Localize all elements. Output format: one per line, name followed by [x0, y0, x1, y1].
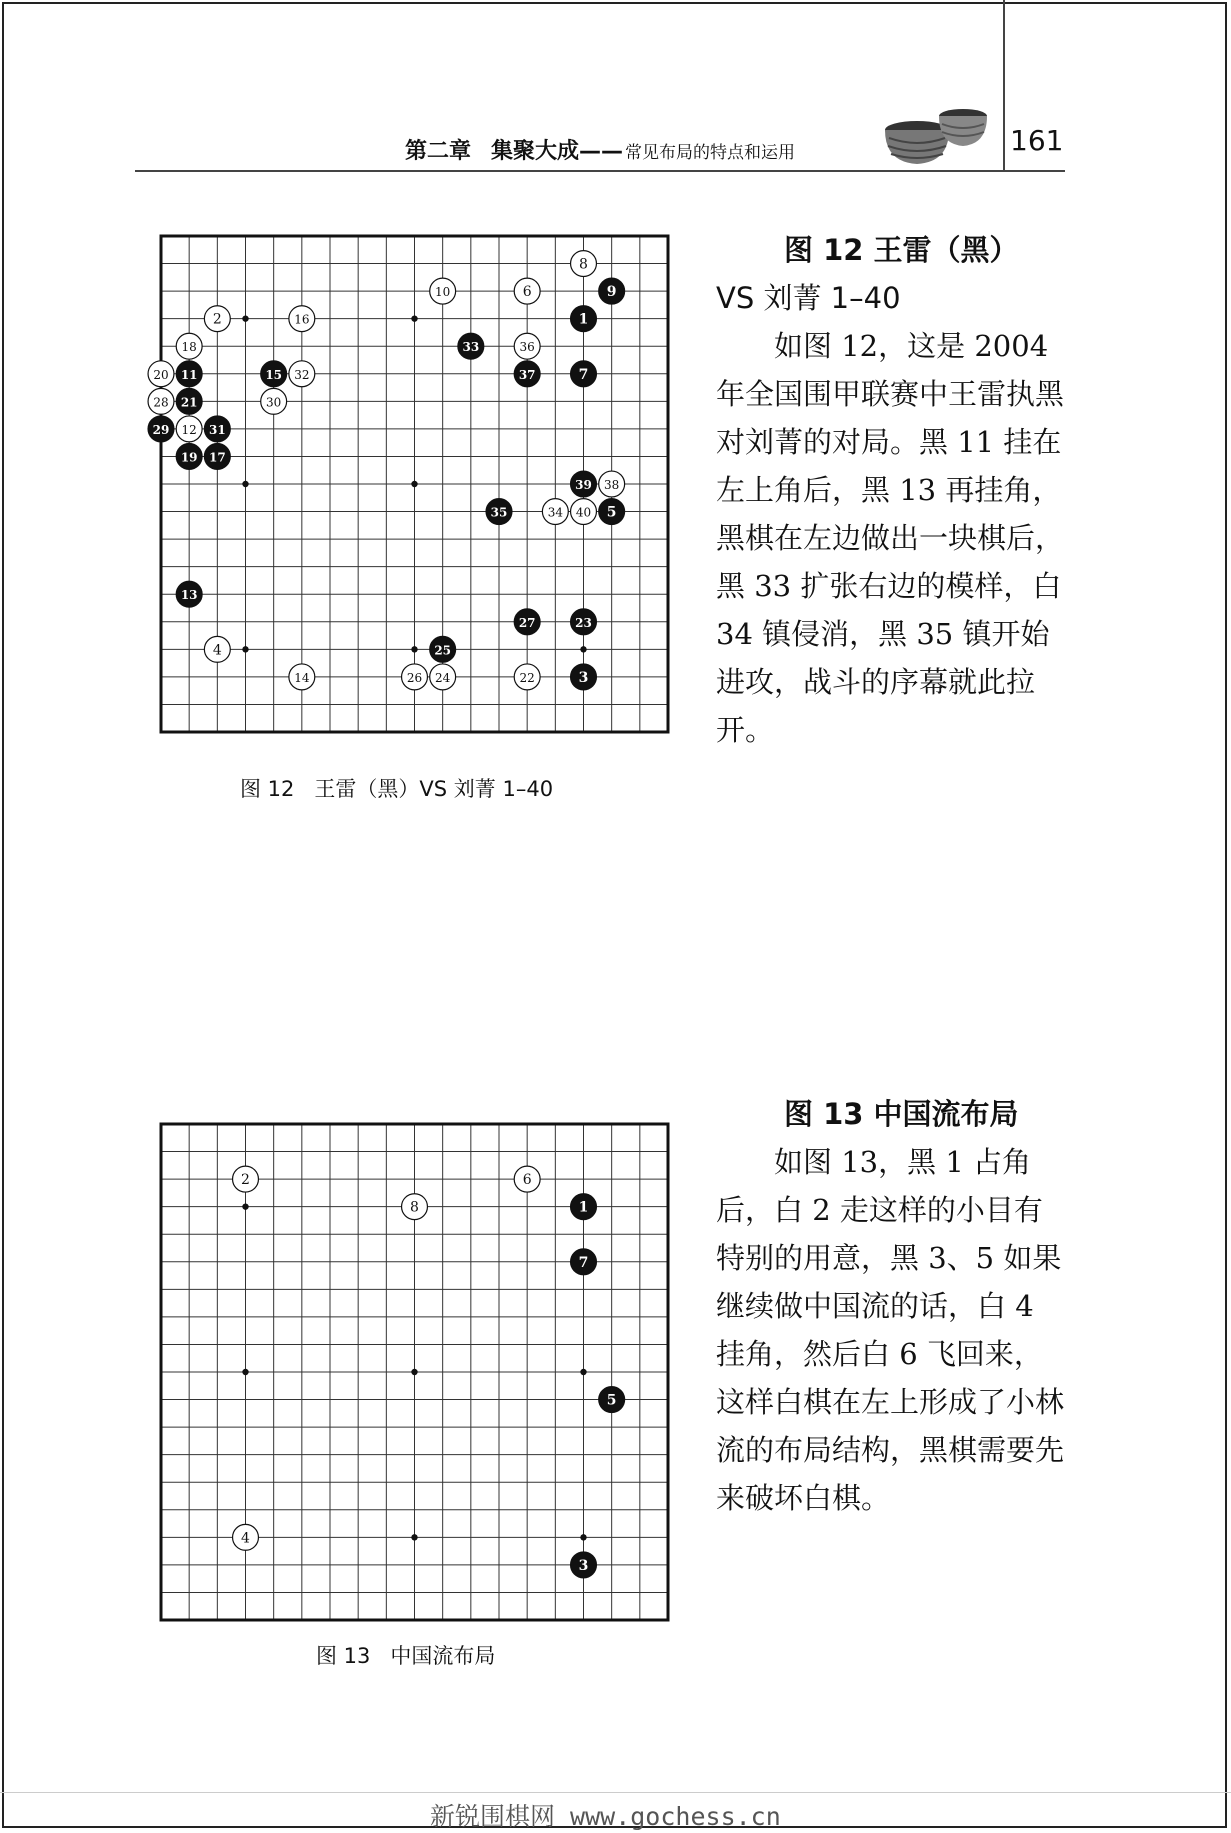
- fig12-hoshi-7: [411, 646, 417, 652]
- fig12-stone-label-7: 7: [578, 366, 589, 383]
- fig12-stone-label-29: 29: [152, 422, 170, 437]
- fig12-stone-label-9: 9: [606, 284, 617, 301]
- fig13-hoshi-8: [580, 1534, 586, 1540]
- figure-12-description: [716, 226, 1071, 754]
- fig12-hoshi-3: [242, 481, 248, 487]
- fig12-stone-label-31: 31: [208, 422, 226, 437]
- fig12-stone-label-6: 6: [522, 284, 532, 301]
- chapter-subtitle: 常见布局的特点和运用: [625, 143, 796, 163]
- go-board-figure-12: [152, 234, 670, 734]
- fig12-stone-label-40: 40: [575, 505, 592, 520]
- chapter-label: 第二章: [405, 139, 472, 164]
- fig12-stone-label-28: 28: [153, 395, 169, 410]
- figure-13-description: [716, 1090, 1071, 1522]
- fig12-hoshi-6: [242, 646, 248, 652]
- fig12-hoshi-4: [411, 481, 417, 487]
- fig13-hoshi-3: [242, 1369, 248, 1375]
- fig12-stone-label-36: 36: [519, 340, 535, 355]
- go-board-figure-13: [159, 1122, 670, 1622]
- go-board-13-svg: [159, 1122, 670, 1622]
- fig13-hoshi-7: [411, 1534, 417, 1540]
- fig13-stone-label-1: 1: [578, 1199, 589, 1216]
- fig12-stone-label-14: 14: [294, 670, 310, 685]
- figure-12-body: 如图 12，这是 2004 年全国围甲联赛中王雷执黑对刘菁的对局。黑 11 挂在左上角后，黑 13 再挂角，黑棋在左边做出一块棋后，黑 33 扩张右边的模样，白 34 镇侵消，黑 35 镇开始进攻，战斗的序幕就此拉开。: [716, 329, 1065, 747]
- figure-12-heading-vs: VS 刘菁 1–40: [716, 281, 901, 315]
- fig13-hoshi-5: [580, 1369, 586, 1375]
- fig12-stone-label-2: 2: [212, 311, 222, 328]
- figure-13-body: 如图 13，黑 1 占角后，白 2 走这样的小目有特别的用意，黑 3、5 如果继续做中国流的话，白 4 挂角，然后白 6 飞回来，这样白棋在左上形成了小林流的布局结构，黑棋需要先来破坏白棋。: [716, 1145, 1065, 1515]
- fig12-stone-label-1: 1: [578, 311, 589, 328]
- figure-12-heading-title: 图 12 王雷（黑）: [784, 233, 1019, 267]
- fig12-hoshi-8: [580, 646, 586, 652]
- fig12-hoshi-0: [242, 315, 248, 321]
- go-bowls-icon: [885, 104, 990, 166]
- fig12-stone-label-32: 32: [294, 367, 310, 382]
- chapter-title: 集聚大成——: [491, 139, 624, 164]
- fig12-stone-label-4: 4: [212, 642, 222, 659]
- footer-watermark: 新锐围棋网 www.gochess.cn: [430, 1802, 781, 1831]
- fig13-stone-label-5: 5: [606, 1392, 617, 1409]
- go-board-12-svg: [152, 234, 670, 734]
- fig12-stone-label-34: 34: [547, 505, 563, 520]
- fig12-stone-label-22: 22: [519, 670, 535, 685]
- fig13-stone-label-8: 8: [410, 1199, 419, 1216]
- fig12-stone-label-16: 16: [294, 312, 310, 327]
- fig12-stone-label-30: 30: [266, 395, 282, 410]
- header-rule: [135, 170, 1065, 172]
- fig12-stone-label-5: 5: [606, 504, 617, 521]
- fig12-stone-label-39: 39: [575, 478, 592, 492]
- fig12-stone-label-18: 18: [181, 340, 197, 355]
- fig12-stone-label-12: 12: [181, 422, 197, 437]
- fig13-stone-label-4: 4: [241, 1530, 250, 1547]
- header-divider: [1003, 0, 1005, 172]
- fig12-stone-label-19: 19: [180, 450, 198, 465]
- fig12-hoshi-1: [411, 315, 417, 321]
- fig13-hoshi-0: [242, 1203, 248, 1209]
- fig12-stone-label-10: 10: [435, 285, 451, 300]
- figure-13-heading: 图 13 中国流布局: [784, 1097, 1019, 1131]
- running-header: [405, 134, 795, 165]
- figure-12-heading: [716, 226, 1071, 322]
- fig12-stone-label-11: 11: [180, 367, 198, 382]
- fig12-stone-label-38: 38: [604, 478, 620, 492]
- figure-13-caption: 图 13 中国流布局: [316, 1644, 496, 1668]
- fig12-stone-label-8: 8: [579, 256, 588, 273]
- fig12-stone-label-20: 20: [153, 367, 169, 382]
- fig12-stone-label-24: 24: [435, 670, 451, 685]
- fig12-stone-label-25: 25: [434, 643, 452, 658]
- fig12-stone-label-37: 37: [518, 367, 536, 382]
- fig12-stone-label-17: 17: [208, 450, 226, 465]
- fig13-hoshi-4: [411, 1369, 417, 1375]
- figure-12-caption: 图 12 王雷（黑）VS 刘菁 1–40: [240, 777, 554, 801]
- page-number: 161: [1010, 124, 1064, 157]
- fig13-stone-label-3: 3: [578, 1557, 589, 1574]
- fig13-stone-label-2: 2: [241, 1172, 250, 1189]
- fig12-stone-label-3: 3: [578, 669, 589, 686]
- fig12-stone-label-26: 26: [406, 670, 423, 685]
- fig12-stone-label-23: 23: [575, 615, 592, 630]
- fig12-stone-label-27: 27: [518, 615, 536, 630]
- fig12-stone-label-35: 35: [490, 505, 508, 520]
- fig13-stone-label-6: 6: [522, 1172, 532, 1189]
- footer-rule: [0, 1792, 1231, 1793]
- fig12-stone-label-33: 33: [462, 340, 480, 355]
- fig12-stone-label-13: 13: [180, 588, 198, 603]
- fig12-stone-label-21: 21: [180, 395, 198, 410]
- fig13-stone-label-7: 7: [578, 1254, 589, 1271]
- fig12-stone-label-15: 15: [265, 367, 283, 382]
